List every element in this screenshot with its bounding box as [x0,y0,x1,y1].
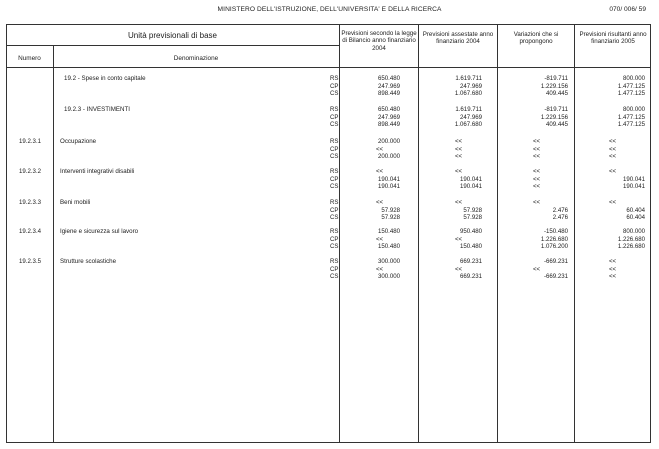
c2-cp: << [455,265,463,273]
header-divider-upb [6,45,339,46]
denominazione-header: Denominazione [173,55,219,62]
col-divider-numero [53,45,54,443]
c2-rs: 1.619.711 [455,75,482,82]
c1-rs: 150.480 [377,228,400,235]
c4-rs: 800.000 [622,75,645,82]
c3-cs: 409.445 [545,90,568,98]
c3-rs: << [533,199,541,206]
c1-rs: << [376,168,384,175]
c3-rs: -819.711 [544,106,568,113]
c3-rs: -819.711 [544,75,568,82]
c4-rs: << [609,168,617,175]
c3-rs: << [533,168,541,175]
col3-header: Variazioni che si propongono [513,31,559,46]
c2-rs: << [455,138,463,145]
c1-rs: 650.480 [377,106,400,113]
c1-cs: 190.041 [377,183,400,191]
c1-cp: << [376,265,384,273]
row-types: RS CP CS [330,258,339,281]
c4-cp: 1.477.125 [617,113,645,121]
c3-cs: << [533,153,541,161]
c2-cp: 247.969 [459,113,482,121]
row-types: RS CP CS [330,138,339,161]
c4-cs: 1.477.125 [617,90,645,98]
c3-rs: -150.480 [543,228,568,235]
row-description: 19.2.3 - INVESTIMENTI [64,106,131,113]
c1-cs: 200.000 [377,153,400,161]
row-number: 19.2.3.5 [19,258,42,265]
page-code: 070/ 006/ 59 [609,6,646,13]
c3-cs: << [533,183,541,191]
c1-rs: 200.000 [377,138,400,145]
c3-rs: -669.231 [543,258,568,265]
c1-rs: 300.000 [377,258,400,265]
c4-cp: 60.404 [626,206,645,214]
col4-header: Previsioni risultanti anno finanziario 2005 [579,31,647,46]
row-description: Strutture scolastiche [60,258,117,265]
row-types: RS CP CS [330,168,339,191]
col1-header: Previsioni secondo la legge di Bilancio anno finanziario 2004 [341,30,417,52]
row-types: RS CP CS [330,199,339,222]
c4-cp: 1.477.125 [617,82,645,90]
row-description: 19.2 - Spese in conto capitale [64,75,146,82]
c1-cp: << [376,145,384,153]
c4-rs: << [609,199,617,206]
c1-cs: 57.928 [381,214,400,222]
c1-cp: 190.041 [377,175,400,183]
c4-cs: << [609,273,617,281]
c3-cp: 1.226.680 [540,235,568,243]
c2-cs: 150.480 [459,243,482,251]
c3-cp: << [533,145,541,153]
c4-rs: 800.000 [622,228,645,235]
c4-rs: 800.000 [622,106,645,113]
c3-rs: << [533,138,541,145]
c2-cp: 247.969 [459,82,482,90]
c3-cs: -669.231 [543,273,568,281]
c4-cs: 1.226.680 [617,243,645,251]
header-divider [6,67,651,68]
c2-cp: 190.041 [459,175,482,183]
c4-cp: 190.041 [622,175,645,183]
c3-cs: 1.076.200 [540,243,568,251]
c1-cp: 57.928 [381,206,400,214]
c3-cp: 2.476 [552,206,568,214]
c2-cs: 57.928 [463,214,482,222]
row-description: Beni mobili [60,199,91,206]
c2-cs: 669.231 [459,273,482,281]
c2-rs: << [455,168,463,175]
c1-cp: 247.969 [377,82,400,90]
c2-rs: << [455,199,463,206]
row-number: 19.2.3.1 [19,138,42,145]
c3-cp: << [533,175,541,183]
c4-cp: << [609,145,617,153]
c2-cp: << [455,145,463,153]
c2-rs: 950.480 [459,228,482,235]
row-types: RS CP CS [330,228,339,251]
c4-cs: 1.477.125 [617,121,645,129]
c4-cp: 1.226.680 [617,235,645,243]
c2-cs: << [455,153,463,161]
c2-cs: 1.067.680 [454,90,482,98]
row-description: Igiene e sicurezza sul lavoro [60,228,139,235]
c1-cs: 300.000 [377,273,400,281]
row-description: Interventi integrativi disabili [60,168,135,175]
numero-header: Numero [18,55,41,62]
c3-cs: 2.476 [552,214,568,222]
row-types: RS CP CS [330,106,339,129]
c1-cp: 247.969 [377,113,400,121]
row-description: Occupazione [60,138,97,145]
c1-cs: 898.449 [377,90,400,98]
c3-cp: 1.229.156 [540,113,568,121]
upb-header: Unità previsionali di base [128,31,217,40]
c4-rs: << [609,258,617,265]
c2-cs: 190.041 [459,183,482,191]
c1-cs: 150.480 [377,243,400,251]
c4-cs: << [609,153,617,161]
c4-rs: << [609,138,617,145]
c1-rs: 650.480 [377,75,400,82]
c4-cs: 190.041 [622,183,645,191]
col2-header: Previsioni assestate anno finanziario 2004 [422,31,494,46]
c2-cp: 57.928 [463,206,482,214]
c1-cs: 898.449 [377,121,400,129]
ministry-title: MINISTERO DELL'ISTRUZIONE, DELL'UNIVERSITA' E DELLA RICERCA [217,6,442,13]
c2-rs: 669.231 [459,258,482,265]
c4-cp: << [609,265,617,273]
c2-cp: << [455,235,463,243]
c3-cp: << [533,265,541,273]
row-number: 19.2.3.3 [19,199,42,206]
c3-cp: 1.229.156 [540,82,568,90]
col-divider-2 [418,24,419,443]
row-number: 19.2.3.4 [19,228,42,235]
c2-rs: 1.619.711 [455,106,482,113]
row-types: RS CP CS [330,75,339,98]
c2-cs: 1.067.680 [454,121,482,129]
row-number: 19.2.3.2 [19,168,42,175]
c3-cs: 409.445 [545,121,568,129]
c1-cp: << [376,235,384,243]
c4-cs: 60.404 [626,214,645,222]
c1-rs: << [376,199,384,206]
